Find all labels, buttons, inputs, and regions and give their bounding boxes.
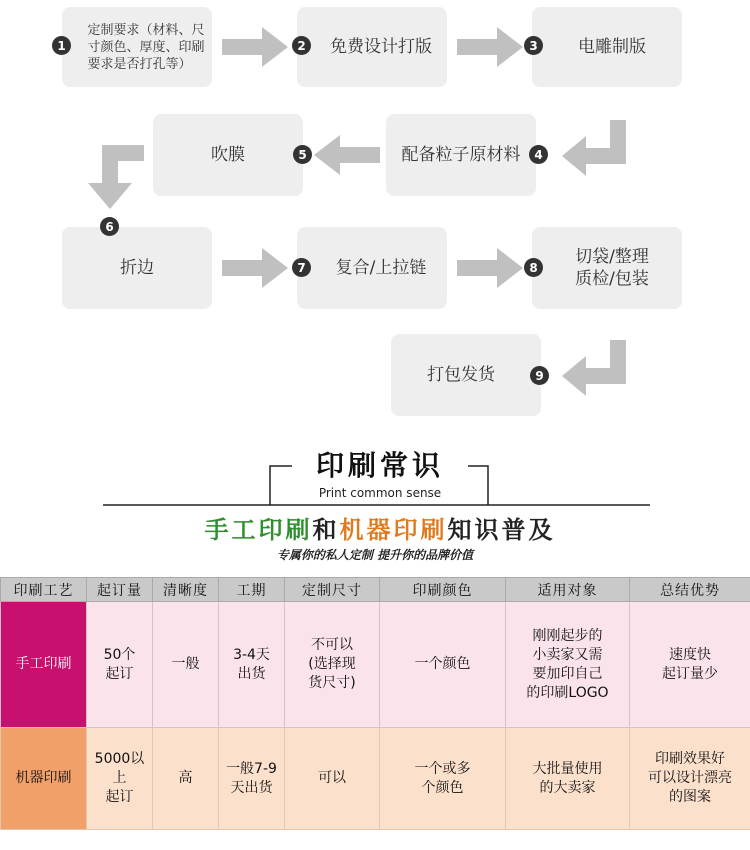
table-cell: 高	[153, 728, 219, 830]
step-number-3: 3	[524, 36, 543, 55]
table-cell: 印刷效果好 可以设计漂亮 的图案	[630, 728, 750, 830]
step-number-9: 9	[530, 366, 549, 385]
step-number-8: 8	[524, 258, 543, 277]
subtitle-part-machine: 机器印刷	[339, 515, 448, 544]
section-title: 印刷常识	[315, 449, 444, 482]
subtitle-part-handmade: 手工印刷	[204, 515, 313, 544]
table-header-cell: 工期	[219, 578, 285, 602]
table-header-cell: 适用对象	[506, 578, 630, 602]
table-header-row	[1, 578, 750, 602]
table-row	[1, 602, 750, 728]
table-cell: 一个或多 个颜色	[380, 728, 506, 830]
arrow-right-icon	[222, 248, 290, 288]
step-label-2: 免费设计打版	[330, 37, 432, 57]
step-box-9	[391, 334, 541, 416]
table-cell: 可以	[285, 728, 380, 830]
table-cell: 刚刚起步的 小卖家又需 要加印自己 的印刷LOGO	[506, 602, 630, 728]
step-box-8	[532, 227, 682, 309]
table-header-cell: 总结优势	[630, 578, 750, 602]
table-cell: 5000以上 起订	[87, 728, 153, 830]
step-box-6	[62, 227, 212, 309]
table-cell: 速度快 起订量少	[630, 602, 750, 728]
step-label-9: 打包发货	[427, 365, 495, 385]
printing-comparison-table	[0, 577, 750, 830]
step-box-5	[153, 114, 303, 196]
table-cell: 3-4天 出货	[219, 602, 285, 728]
step-label-7: 复合/上拉链	[335, 258, 427, 278]
step-label-3: 电雕制版	[578, 37, 646, 57]
step-label-8: 切袋/整理 质检/包装	[575, 247, 649, 289]
step-number-1: 1	[52, 36, 71, 55]
table-header-cell: 定制尺寸	[285, 578, 380, 602]
arrow-left-icon	[312, 135, 380, 175]
arrow-bend-down-icon	[88, 145, 144, 211]
subtitle-part-knowledge: 知识普及	[447, 515, 556, 544]
arrow-right-icon	[222, 27, 290, 67]
table-row	[1, 728, 750, 830]
arrow-right-icon	[457, 248, 525, 288]
table-cell: 一般7-9 天出货	[219, 728, 285, 830]
step-box-1	[62, 7, 212, 87]
step-box-7	[297, 227, 447, 309]
arrow-bend-down-left-icon	[560, 120, 628, 176]
section-subtitle	[180, 510, 580, 545]
step-label-1: 定制要求（材料、尺 寸颜色、厚度、印刷 要求是否打孔等）	[87, 22, 205, 72]
table-header-cell: 清晰度	[153, 578, 219, 602]
step-box-4	[386, 114, 536, 196]
table-cell: 不可以 (选择现 货尺寸)	[285, 602, 380, 728]
step-number-4: 4	[529, 145, 548, 164]
table-row-header: 机器印刷	[1, 728, 87, 830]
subtitle-part-and: 和	[312, 515, 340, 544]
table-cell: 一般	[153, 602, 219, 728]
section-title-english: Print common sense	[318, 486, 442, 500]
step-box-3	[532, 7, 682, 87]
table-header-cell: 印刷工艺	[1, 578, 87, 602]
table-row-header: 手工印刷	[1, 602, 87, 728]
arrow-right-icon	[457, 27, 525, 67]
step-number-2: 2	[292, 36, 311, 55]
table-cell: 一个颜色	[380, 602, 506, 728]
step-number-5: 5	[293, 145, 312, 164]
step-label-6: 折边	[120, 258, 154, 278]
step-number-6: 6	[100, 217, 119, 236]
table-cell: 50个 起订	[87, 602, 153, 728]
table-header-cell: 起订量	[87, 578, 153, 602]
table-cell: 大批量使用 的大卖家	[506, 728, 630, 830]
step-label-4: 配备粒子原材料	[401, 145, 521, 165]
table-header-cell: 印刷颜色	[380, 578, 506, 602]
section-tagline: 专属你的私人定制 提升你的品牌价值	[276, 548, 474, 562]
arrow-bend-down-left-icon	[560, 340, 628, 396]
step-box-2	[297, 7, 447, 87]
step-label-5: 吹膜	[211, 145, 245, 165]
step-number-7: 7	[292, 258, 311, 277]
